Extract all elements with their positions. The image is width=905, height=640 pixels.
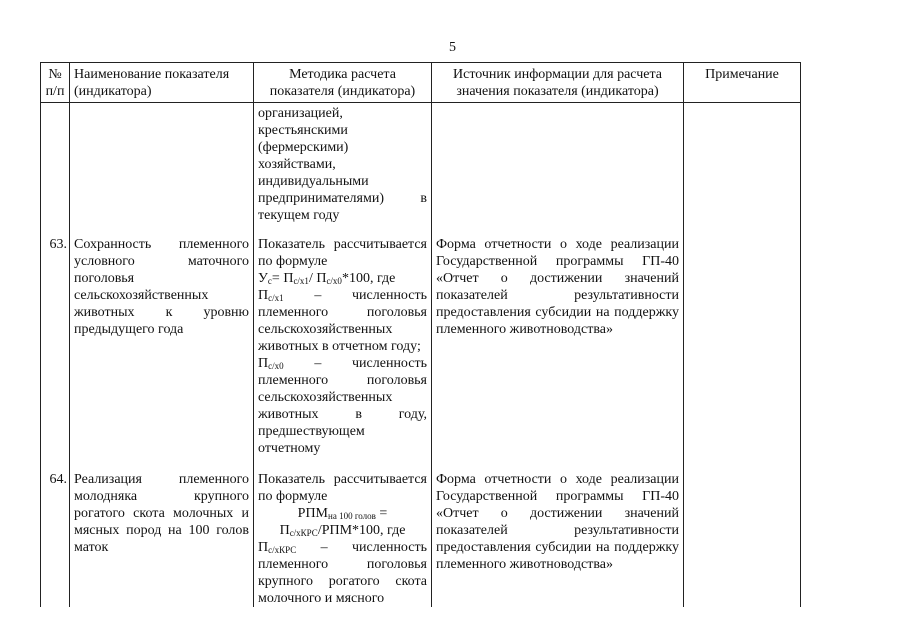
- formula: $У_с= П_{с/х1}/$ $П_{с/х0}*100$, где: [258, 271, 396, 286]
- table-row-continued: [41, 103, 801, 225]
- table-row: [41, 236, 801, 457]
- page-number: 5: [449, 40, 456, 55]
- information-source: Форма отчетности о ходе реализации Государственной программы ГП-40 «Отчет о достижении значений показателей результативности предоставления субсидии на поддержку племенного животноводства»: [432, 471, 684, 607]
- indicator-table: [40, 62, 801, 607]
- calculation-method: [254, 236, 432, 457]
- definition-2: $П_{с/х0}$ – численность племенного поголовья сельскохозяйственных животных в году, предшествующем отчетному: [258, 356, 427, 456]
- continued-method-text: организацией, крестьянскими (фермерскими) хозяйствами, индивидуальными предпринимателями) в текущем году: [254, 103, 432, 225]
- note: [684, 236, 801, 457]
- table-row: [41, 471, 801, 607]
- definition-1: $П_{с/х1}$ – численность племенного поголовья сельскохозяйственных животных в отчетном году;: [258, 288, 427, 354]
- formula-line-1: $РПМ_{на 100 голов}$ =: [297, 506, 388, 521]
- table-header-row: [41, 63, 801, 103]
- method-intro: Показатель рассчитывается по формуле: [258, 237, 427, 269]
- header-calculation-method: Методика расчета показателя (индикатора): [254, 63, 432, 103]
- header-information-source: Источник информации для расчета значения показателя (индикатора): [432, 63, 684, 103]
- calculation-method: [254, 471, 432, 607]
- header-indicator-name: Наименование показателя (индикатора): [70, 63, 254, 103]
- formula-line-2: $П_{с/хКРС}/РПМ*100$, где: [279, 523, 406, 538]
- header-note: Примечание: [684, 63, 801, 103]
- row-number: 63.: [41, 236, 70, 457]
- definition-1: $П_{с/хКРС}$ – численность племенного поголовья крупного рогатого скота молочного и мясного: [258, 540, 427, 606]
- header-number: № п/п: [41, 63, 70, 103]
- row-number: 64.: [41, 471, 70, 607]
- note: [684, 471, 801, 607]
- information-source: Форма отчетности о ходе реализации Государственной программы ГП-40 «Отчет о достижении значений показателей результативности предоставления субсидии на поддержку племенного животноводства»: [432, 236, 684, 457]
- indicator-name: Реализация племенного молодняка крупного рогатого скота молочных и мясных пород на 100 голов маток: [70, 471, 254, 607]
- method-intro: Показатель рассчитывается по формуле: [258, 472, 427, 504]
- indicator-name: Сохранность племенного условного маточного поголовья сельскохозяйственных животных к уровню предыдущего года: [70, 236, 254, 457]
